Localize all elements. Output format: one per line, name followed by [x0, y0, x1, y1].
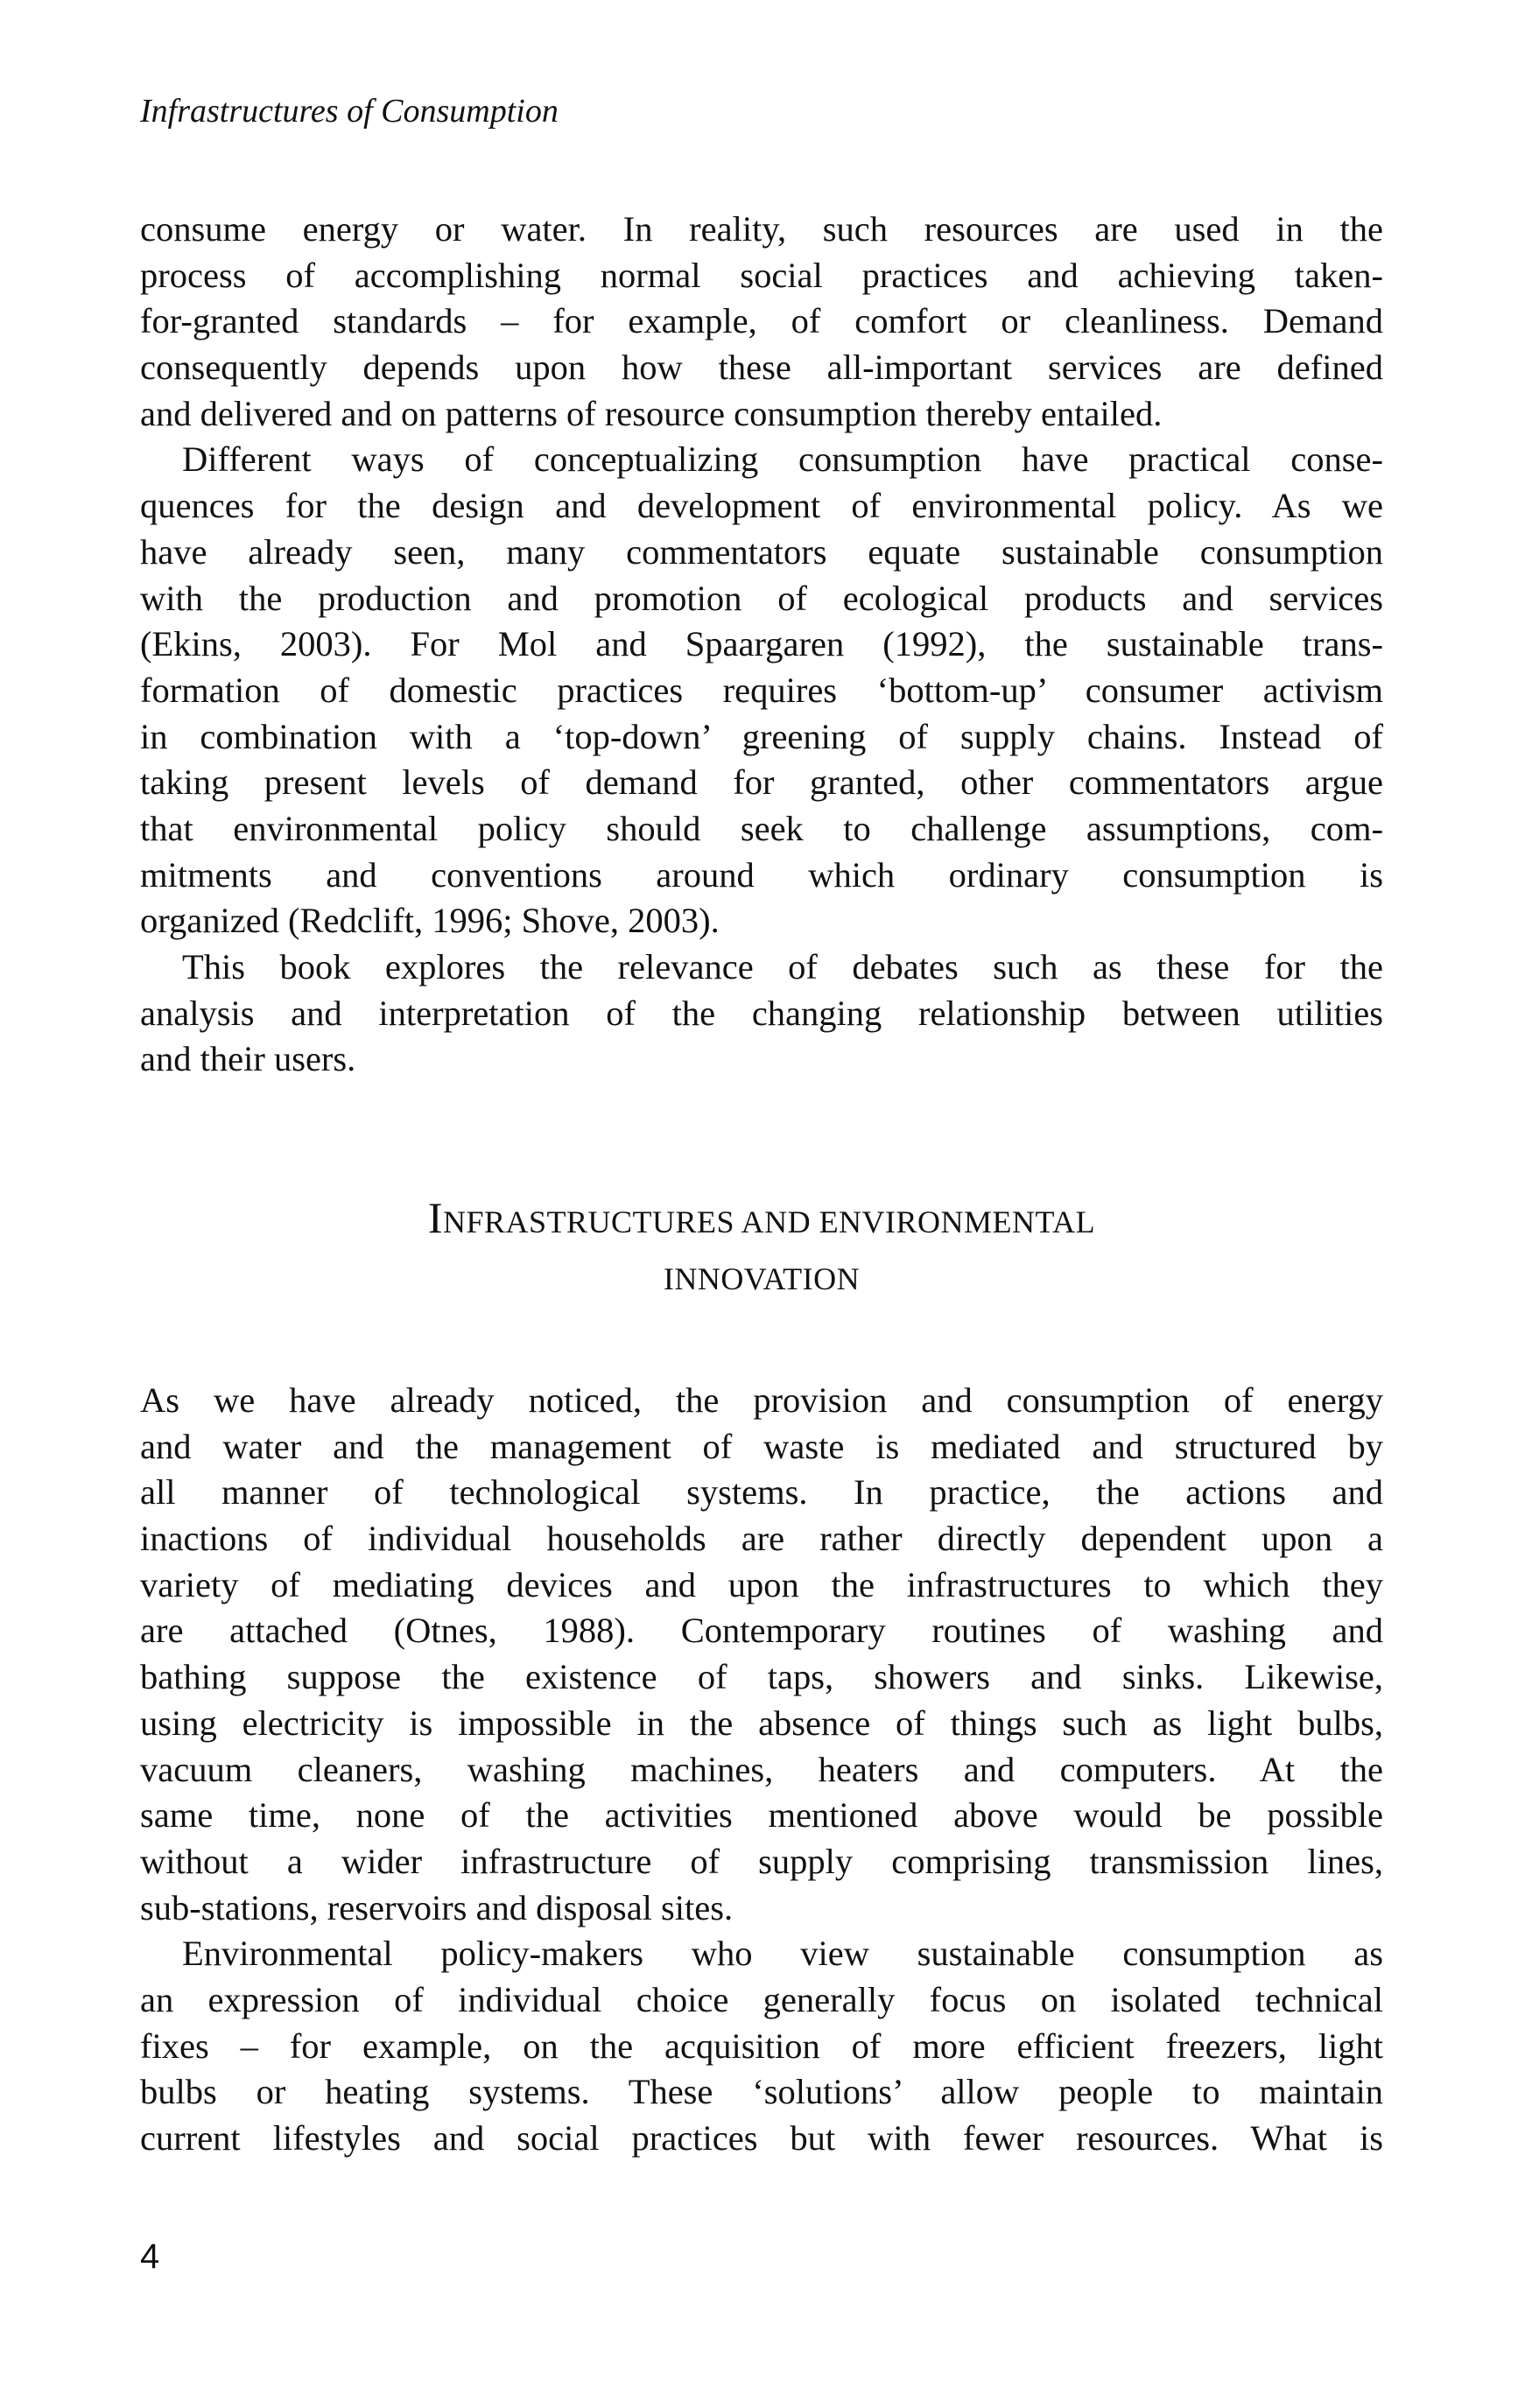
- text-line-content: with the production and promotion of ecological products and services: [140, 578, 1383, 618]
- text-line: [140, 1378, 1383, 1424]
- text-line-content: quences for the design and development of environmental policy. As we: [140, 486, 1383, 526]
- text-line-content: bulbs or heating systems. These ‘solutions’ allow people to maintain: [140, 2072, 1383, 2112]
- text-line-content: have already seen, many commentators equate sustainable consumption: [140, 531, 1383, 572]
- text-line: [140, 1608, 1383, 1654]
- text-line: [140, 1516, 1383, 1562]
- text-line-content: bathing suppose the existence of taps, showers and sinks. Likewise,: [140, 1657, 1383, 1697]
- text-line-content: mitments and conventions around which ordinary consumption is: [140, 854, 1383, 895]
- text-line: [140, 2069, 1383, 2116]
- heading-rest: NFRASTRUCTURES AND ENVIRONMENTAL: [442, 1204, 1096, 1239]
- text-line: [140, 207, 1383, 253]
- text-line: [140, 298, 1383, 345]
- text-line: [140, 1793, 1383, 1839]
- text-line-content: Different ways of conceptualizing consumption have practical conse-: [182, 439, 1383, 480]
- text-line-content: for-granted standards – for example, of comfort or cleanliness. Demand: [140, 301, 1383, 341]
- text-line-content: without a wider infrastructure of supply comprising transmission lines,: [140, 1841, 1383, 1881]
- text-line: [140, 253, 1383, 299]
- text-line-content: and their users.: [140, 1039, 356, 1079]
- page-number: 4: [140, 2237, 160, 2276]
- text-line-content: fixes – for example, on the acquisition of more efficient freezers, light: [140, 2025, 1383, 2066]
- text-line: [140, 2024, 1383, 2070]
- text-line: [140, 668, 1383, 714]
- text-line-content: all manner of technological systems. In practice, the actions and: [140, 1472, 1383, 1513]
- text-line-content: This book explores the relevance of debates such as these for the: [182, 947, 1383, 986]
- text-line-content: organized (Redclift, 1996; Shove, 2003).: [140, 901, 720, 941]
- text-line: [140, 1036, 1383, 1083]
- text-line-content: As we have already noticed, the provision and consumption of energy: [140, 1380, 1383, 1420]
- text-line-content: taking present levels of demand for granted, other commentators argue: [140, 762, 1383, 803]
- text-line-content: and delivered and on patterns of resource consumption thereby entailed.: [140, 393, 1163, 433]
- text-line-content: same time, none of the activities mentioned above would be possible: [140, 1795, 1383, 1836]
- text-line-content: current lifestyles and social practices but with fewer resources. What is: [140, 2118, 1383, 2158]
- section-heading-line-1: [140, 1192, 1383, 1243]
- section-heading-line-2: INNOVATION: [663, 1261, 861, 1296]
- text-line-content: sub-stations, reservoirs and disposal sites.: [140, 1887, 734, 1927]
- text-line-content: an expression of individual choice generally focus on isolated technical: [140, 1979, 1383, 2019]
- running-head: Infrastructures of Consumption: [140, 93, 559, 130]
- text-line-content: in combination with a ‘top-down’ greening of supply chains. Instead of: [140, 716, 1383, 756]
- text-line: [140, 898, 1383, 944]
- text-line: [140, 714, 1383, 761]
- text-line: [140, 483, 1383, 530]
- text-line-content: formation of domestic practices requires ‘bottom-up’ consumer activism: [140, 670, 1383, 710]
- text-line: [140, 991, 1383, 1037]
- text-line: [140, 853, 1383, 899]
- text-line: [140, 806, 1383, 853]
- text-line: [140, 1424, 1383, 1471]
- text-line: [140, 1747, 1383, 1794]
- text-line-content: are attached (Otnes, 1988). Contemporary routines of washing and: [140, 1611, 1383, 1651]
- text-line-content: inactions of individual households are rather directly dependent upon a: [140, 1519, 1383, 1559]
- text-line: [140, 2116, 1383, 2162]
- text-line-content: vacuum cleaners, washing machines, heaters and computers. At the: [140, 1749, 1383, 1789]
- text-line-content: (Ekins, 2003). For Mol and Spaargaren (1992), the sustainable trans-: [140, 624, 1383, 664]
- text-line: [140, 760, 1383, 806]
- text-line-content: variety of mediating devices and upon the infrastructures to which they: [140, 1564, 1383, 1604]
- text-line: [140, 345, 1383, 391]
- text-line: [140, 1885, 1383, 1932]
- text-line: [140, 1977, 1383, 2024]
- text-line: [140, 1701, 1383, 1747]
- text-line: [140, 944, 1383, 991]
- text-line: [140, 1470, 1383, 1516]
- text-line-content: that environmental policy should seek to challenge assumptions, com-: [140, 808, 1383, 848]
- body-text-section-1: [140, 207, 1383, 1083]
- text-line: [140, 391, 1383, 438]
- text-line-content: Environmental policy-makers who view sustainable consumption as: [182, 1934, 1383, 1974]
- heading-initial: I: [427, 1193, 443, 1242]
- text-line: [140, 1931, 1383, 1977]
- text-line-content: and water and the management of waste is mediated and structured by: [140, 1426, 1383, 1466]
- text-line-content: consume energy or water. In reality, such resources are used in the: [140, 209, 1383, 249]
- body-text-section-2: [140, 1378, 1383, 2162]
- text-line: [140, 530, 1383, 576]
- text-line-content: consequently depends upon how these all-important services are defined: [140, 348, 1383, 388]
- text-line: [140, 437, 1383, 483]
- text-line: [140, 1562, 1383, 1609]
- text-line: [140, 576, 1383, 622]
- text-line: [140, 621, 1383, 668]
- text-line-content: process of accomplishing normal social practices and achieving taken-: [140, 255, 1383, 295]
- text-line-content: analysis and interpretation of the changing relationship between utilities: [140, 993, 1383, 1033]
- text-line-content: using electricity is impossible in the absence of things such as light bulbs,: [140, 1702, 1383, 1743]
- text-line: [140, 1654, 1383, 1701]
- text-line: [140, 1839, 1383, 1885]
